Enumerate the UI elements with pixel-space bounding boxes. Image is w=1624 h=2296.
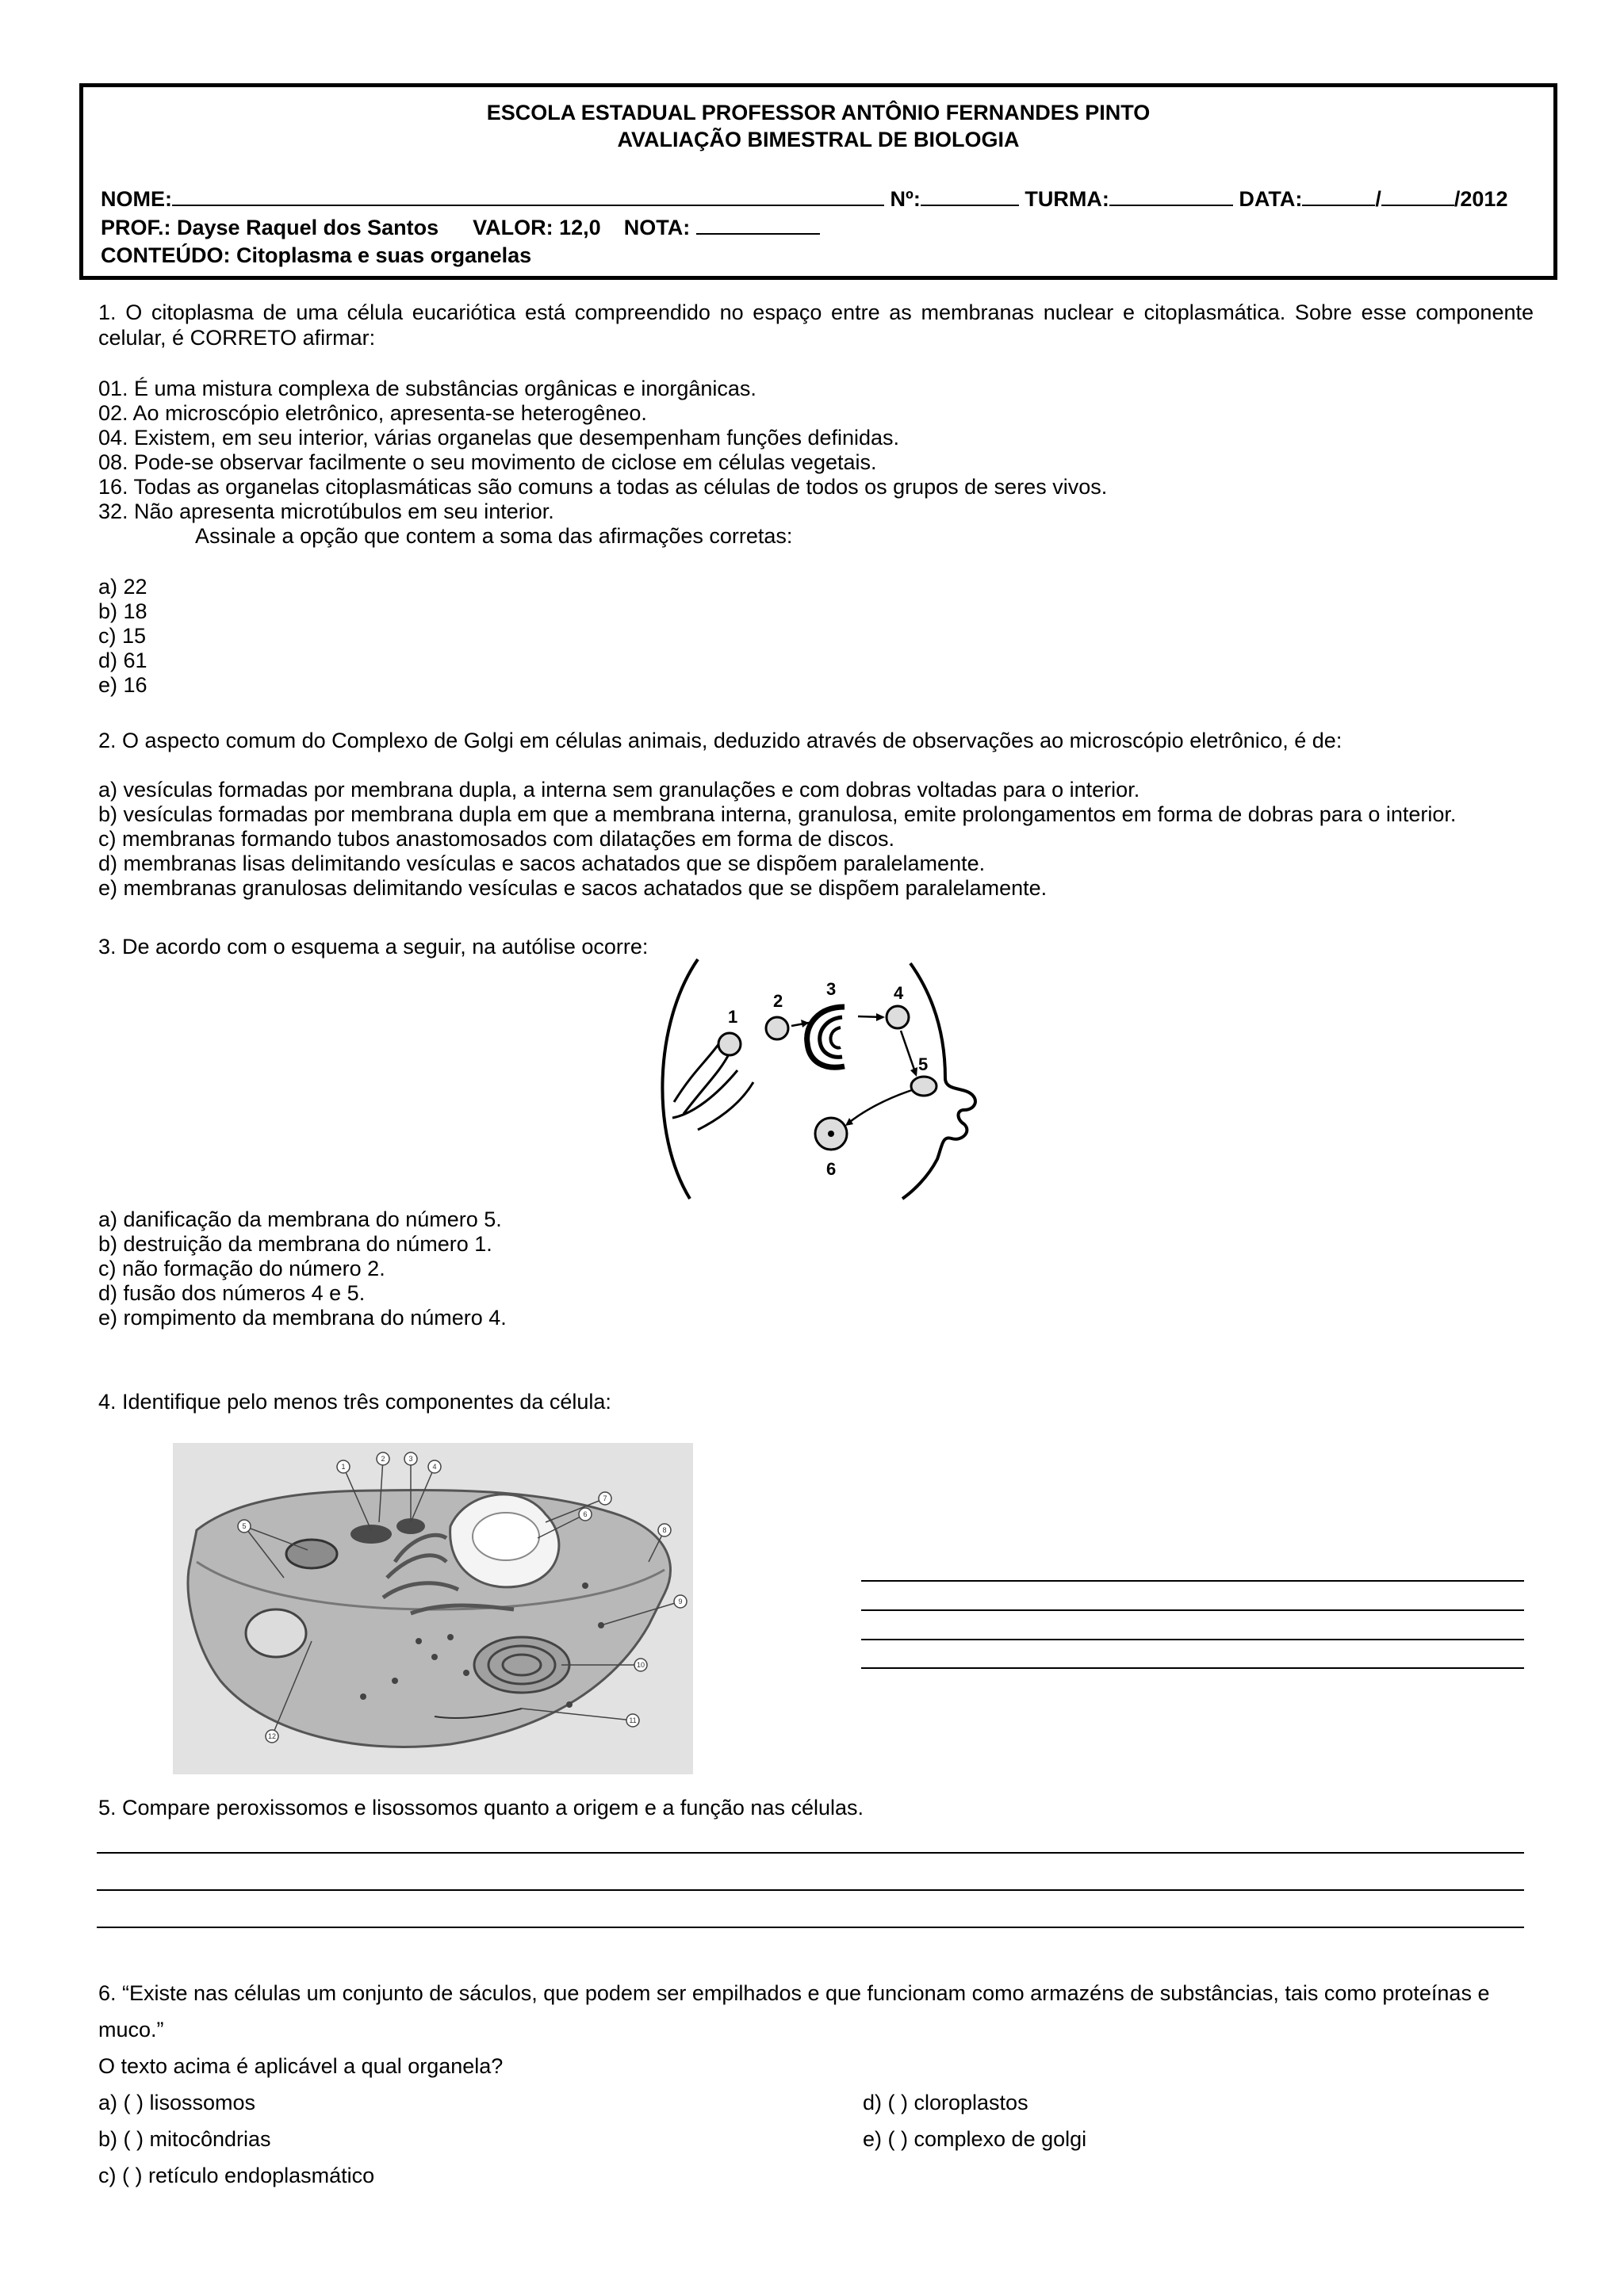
cell-label: 11 [629, 1716, 637, 1724]
q6-stem-line1: 6. “Existe nas células um conjunto de sáculos, que podem ser empilhados e que funcionam como armazéns de substâncias, tais como proteínas e [98, 1981, 1490, 2005]
q1-statement: 16. Todas as organelas citoplasmáticas são comuns a todas as células de todos os grupos de seres vivos. [98, 475, 1108, 499]
q6-option[interactable]: c) ( ) retículo endoplasmático [98, 2164, 375, 2187]
diagram-label: 5 [918, 1054, 929, 1074]
q1-option[interactable]: c) 15 [98, 624, 147, 648]
q1-stem: 1. O citoplasma de uma célula eucariótica está compreendido no espaço entre as membranas nuclear e citoplasmática. Sobre esse componente celular, é CORRETO afirmar: [98, 300, 1534, 350]
nome-label: NOME: [101, 187, 172, 211]
q3-option[interactable]: c) não formação do número 2. [98, 1257, 385, 1280]
nota-label: NOTA: [623, 216, 691, 239]
q5-answer-line[interactable] [97, 1889, 1524, 1891]
q1-option[interactable]: a) 22 [98, 575, 147, 599]
q2-stem: 2. O aspecto comum do Complexo de Golgi em células animais, deduzido através de observações ao microscópio eletrônico, é de: [98, 729, 1342, 752]
q3-option[interactable]: a) danificação da membrana do número 5. [98, 1207, 502, 1231]
q2-option[interactable]: b) vesículas formadas por membrana dupla em que a membrana interna, granulosa, emite prolongamentos em forma de dobras para o interior. [98, 802, 1457, 826]
cell-label: 6 [583, 1510, 588, 1518]
q3-option[interactable]: e) rompimento da membrana do número 4. [98, 1306, 507, 1330]
header-row-2 [101, 214, 820, 240]
q4-answer-line[interactable] [861, 1639, 1524, 1640]
q2-option[interactable]: a) vesículas formadas por membrana dupla, a interna sem granulações e com dobras voltadas para o interior. [98, 778, 1140, 802]
q1-option[interactable]: e) 16 [98, 673, 147, 697]
numero-field[interactable] [921, 186, 1019, 206]
month-field[interactable] [1381, 186, 1454, 206]
cell-label: 12 [267, 1732, 277, 1740]
q1-statement: 32. Não apresenta microtúbulos em seu interior. [98, 499, 554, 523]
q1-statement: 02. Ao microscópio eletrônico, apresenta-se heterogêneo. [98, 401, 647, 425]
q1-statement: 04. Existem, em seu interior, várias organelas que desempenham funções definidas. [98, 426, 900, 450]
q3-option[interactable]: d) fusão dos números 4 e 5. [98, 1281, 366, 1305]
q1-option[interactable]: b) 18 [98, 599, 147, 623]
numero-label: Nº: [890, 187, 921, 211]
q6-option[interactable]: a) ( ) lisossomos [98, 2091, 256, 2114]
q3-option[interactable]: b) destruição da membrana do número 1. [98, 1232, 492, 1256]
q5-answer-line[interactable] [97, 1927, 1524, 1928]
valor: VALOR: 12,0 [473, 216, 601, 239]
turma-field[interactable] [1109, 186, 1233, 206]
cell-label: 10 [636, 1661, 645, 1669]
year-label: /2012 [1454, 187, 1508, 211]
autolysis-diagram [650, 951, 999, 1205]
q3-stem: 3. De acordo com o esquema a seguir, na autólise ocorre: [98, 935, 649, 959]
q5-stem: 5. Compare peroxissomos e lisossomos quanto a origem e a função nas células. [98, 1796, 864, 1820]
q6-option[interactable]: b) ( ) mitocôndrias [98, 2127, 271, 2151]
conteudo: CONTEÚDO: Citoplasma e suas organelas [101, 243, 532, 267]
q1-instruction: Assinale a opção que contem a soma das afirmações corretas: [195, 524, 793, 548]
q4-answer-line[interactable] [861, 1667, 1524, 1669]
header-box [79, 83, 1557, 280]
q6-question: O texto acima é aplicável a qual organela? [98, 2054, 504, 2078]
q2-option[interactable]: c) membranas formando tubos anastomosados com dilatações em forma de discos. [98, 827, 894, 851]
date-slash: / [1375, 187, 1381, 211]
diagram-label: 3 [826, 979, 837, 999]
cell-label: 3 [408, 1455, 413, 1463]
q2-option[interactable]: e) membranas granulosas delimitando vesículas e sacos achatados que se dispõem paralelamente. [98, 876, 1048, 900]
cell-label: 4 [432, 1463, 437, 1471]
turma-label: TURMA: [1025, 187, 1109, 211]
q4-answer-line[interactable] [861, 1609, 1524, 1611]
prof-name: PROF.: Dayse Raquel dos Santos [101, 216, 439, 239]
nome-field[interactable] [172, 186, 884, 206]
q2-option[interactable]: d) membranas lisas delimitando vesículas e sacos achatados que se dispõem paralelamente. [98, 851, 986, 875]
data-label: DATA: [1239, 187, 1303, 211]
q4-answer-line[interactable] [861, 1580, 1524, 1582]
cell-label: 9 [678, 1598, 683, 1605]
header-row-1 [101, 186, 1507, 212]
cell-label: 7 [603, 1494, 607, 1502]
q6-stem-line2: muco.” [98, 2018, 164, 2042]
cell-label: 8 [662, 1526, 667, 1534]
q1-statement: 08. Pode-se observar facilmente o seu movimento de ciclose em células vegetais. [98, 450, 877, 474]
q6-option[interactable]: d) ( ) cloroplastos [863, 2091, 1028, 2114]
q6-option[interactable]: e) ( ) complexo de golgi [863, 2127, 1087, 2151]
exam-title: AVALIAÇÃO BIMESTRAL DE BIOLOGIA [617, 128, 1020, 151]
q1-option[interactable]: d) 61 [98, 649, 147, 672]
q5-answer-line[interactable] [97, 1852, 1524, 1854]
nota-field[interactable] [696, 214, 820, 235]
cell-label: 2 [381, 1455, 385, 1463]
animal-cell-diagram [173, 1443, 693, 1774]
diagram-label: 1 [728, 1007, 738, 1027]
cell-label: 5 [242, 1522, 247, 1530]
cell-label: 1 [341, 1463, 346, 1471]
diagram-label: 6 [826, 1159, 837, 1179]
day-field[interactable] [1302, 186, 1375, 206]
q4-stem: 4. Identifique pelo menos três componentes da célula: [98, 1390, 611, 1414]
diagram-label: 4 [894, 983, 904, 1003]
q1-statement: 01. É uma mistura complexa de substâncias orgânicas e inorgânicas. [98, 377, 756, 400]
diagram-label: 2 [773, 991, 783, 1011]
school-name: ESCOLA ESTADUAL PROFESSOR ANTÔNIO FERNANDES PINTO [486, 101, 1151, 124]
